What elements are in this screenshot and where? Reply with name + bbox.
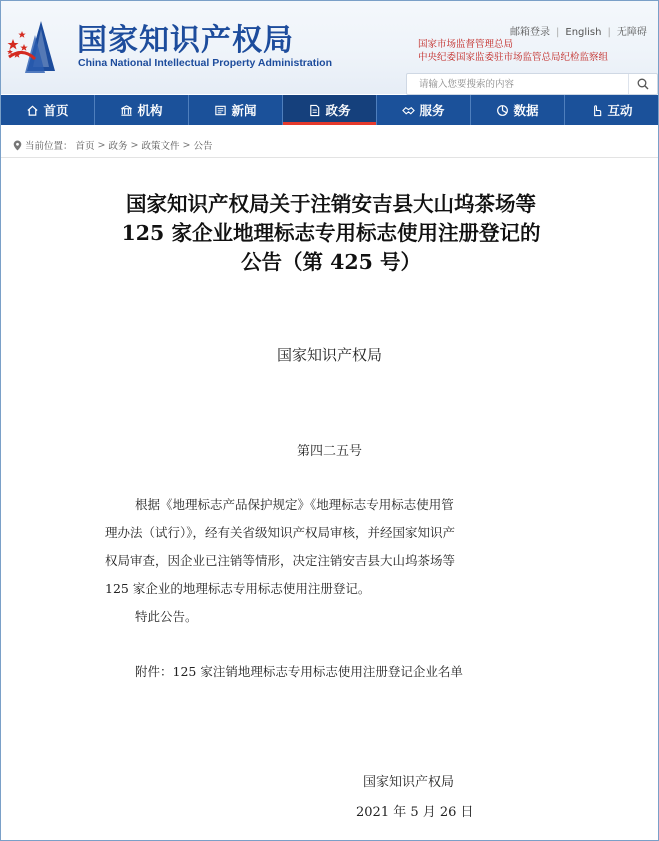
discipline-inspection-link[interactable]: 中央纪委国家监委驻市场监管总局纪检监察组 [418, 52, 609, 63]
english-link[interactable]: English [565, 27, 602, 38]
breadcrumb-announcements[interactable]: 公告 [193, 141, 213, 152]
search-icon [637, 78, 649, 90]
title-line: 125 家企业地理标志专用标志使用注册登记的 [121, 221, 541, 245]
breadcrumb-separator: > [130, 139, 139, 151]
article-body [105, 491, 565, 631]
nav-item-data[interactable] [471, 95, 565, 125]
handshake-icon [402, 104, 415, 117]
home-icon [26, 104, 39, 117]
body-line: 根据《地理标志产品保护规定》《地理标志专用标志使用管 [135, 497, 454, 512]
article-title [61, 190, 601, 277]
site-logo-english[interactable]: China National Intellectual Property Administration [78, 57, 332, 69]
breadcrumb-home[interactable]: 首页 [75, 141, 95, 152]
title-line: 国家知识产权局关于注销安吉县大山坞茶场等 [126, 192, 536, 216]
nav-item-news[interactable] [189, 95, 283, 125]
document-icon [308, 104, 321, 117]
nav-label: 首页 [43, 103, 69, 118]
top-utility-links [510, 23, 659, 38]
body-line: 权局审查，因企业已注销等情形，决定注销安吉县大山坞茶场等 [105, 553, 456, 568]
closing-line: 特此公告。 [135, 609, 198, 624]
breadcrumb [13, 138, 212, 152]
breadcrumb-separator: > [182, 139, 191, 151]
nav-label: 互动 [607, 103, 633, 118]
document-number: 第四二五号 [296, 444, 362, 459]
site-header [1, 1, 658, 94]
content-divider [1, 157, 658, 158]
link-separator: | [556, 27, 560, 38]
location-pin-icon [13, 140, 22, 151]
search-box [406, 73, 658, 95]
breadcrumb-separator: > [97, 139, 106, 151]
body-line: 125 家企业的地理标志专用标志使用注册登记。 [105, 581, 371, 596]
nav-label: 服务 [419, 103, 445, 118]
breadcrumb-policy-documents[interactable]: 政策文件 [141, 141, 180, 152]
nav-item-government-affairs[interactable] [283, 95, 377, 125]
nav-label: 机构 [137, 103, 163, 118]
link-separator: | [607, 27, 611, 38]
accessibility-link[interactable]: 无障碍 [616, 27, 647, 38]
building-icon [120, 104, 133, 117]
main-nav [1, 95, 658, 125]
nav-item-interaction[interactable] [565, 95, 658, 125]
body-line: 理办法（试行）》，经有关省级知识产权局审核，并经国家知识产 [105, 525, 456, 540]
nav-label: 政务 [325, 103, 351, 118]
samr-link[interactable]: 国家市场监督管理总局 [418, 39, 514, 50]
cnipa-logo-icon[interactable] [5, 17, 69, 77]
article-issuer: 国家知识产权局 [276, 346, 382, 364]
nav-item-home[interactable] [1, 95, 95, 125]
mail-login-link[interactable]: 邮箱登录 [510, 27, 550, 38]
nav-item-services[interactable] [377, 95, 471, 125]
search-button[interactable] [628, 74, 657, 94]
signature-date: 2021 年 5 月 26 日 [356, 805, 474, 820]
news-icon [214, 104, 227, 117]
nav-label: 数据 [513, 103, 539, 118]
breadcrumb-prefix: 当前位置： [25, 141, 73, 152]
pie-chart-icon [496, 104, 509, 117]
breadcrumb-government-affairs[interactable]: 政务 [108, 141, 128, 152]
hand-pointer-icon [590, 104, 603, 117]
site-logo-chinese[interactable]: 国家知识产权局 [77, 23, 294, 58]
signature-org: 国家知识产权局 [363, 775, 455, 790]
nav-item-organization[interactable] [95, 95, 189, 125]
attachment-link[interactable]: 附件：125 家注销地理标志专用标志使用注册登记企业名单 [135, 664, 463, 679]
affiliated-org-links [418, 38, 608, 64]
nav-label: 新闻 [231, 103, 257, 118]
search-input[interactable] [407, 74, 627, 94]
title-line: 公告（第 425 号） [240, 250, 422, 274]
